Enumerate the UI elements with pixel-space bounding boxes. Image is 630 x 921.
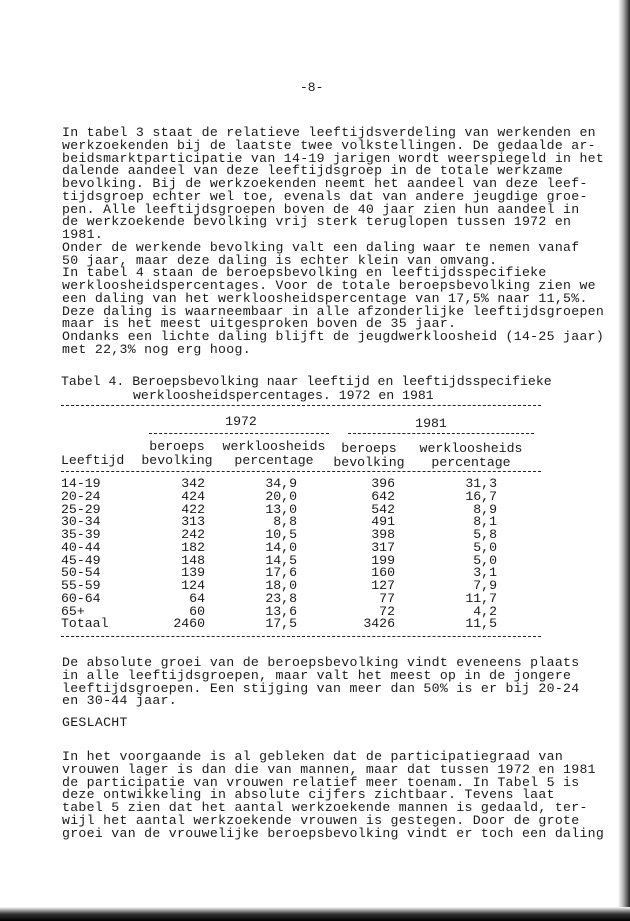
cell-b72: 424 (181, 488, 205, 504)
text-line: 50 jaar, maar deze daling is echter klein van omvang. (62, 252, 498, 268)
cell-age: Totaal (61, 616, 109, 632)
cell-age: 14-19 (61, 476, 101, 491)
cell-b81: 396 (371, 476, 395, 491)
cell-p72: 10,5 (265, 527, 297, 542)
cell-p81: 5,0 (473, 552, 497, 568)
year-1981: 1981 (415, 416, 447, 431)
text-line: In tabel 3 staat de relatieve leeftijdsverdeling van werkenden en (62, 125, 596, 140)
cell-p81: 8,9 (473, 501, 497, 517)
cell-p72: 17,5 (265, 616, 297, 632)
cell-b81: 77 (379, 590, 395, 606)
text-line: wijl het aantal werkzoekende vrouwen is gestegen. Door de grote (62, 812, 580, 828)
paragraph-2 (62, 657, 579, 708)
cell-p72: 8,8 (273, 514, 297, 530)
cell-b81: 199 (371, 552, 395, 568)
header-unemp-1972-b: percentage (234, 453, 314, 468)
cell-p72: 23,8 (265, 590, 297, 606)
cell-p72: 14,0 (265, 539, 297, 555)
divider-1972 (149, 433, 329, 434)
header-labor-1972-a: beroeps (149, 439, 205, 454)
cell-p81: 5,0 (473, 539, 497, 555)
cell-b72: 242 (181, 527, 205, 542)
text-line: werkloosheidspercentages. Voor de totale beroepsbevolking zien we (62, 278, 596, 293)
cell-age: 25-29 (61, 501, 101, 517)
text-line: tijdsgroep echter wel toe, evenals dat van andere jeugdige groe- (62, 188, 588, 204)
cell-b81: 491 (371, 514, 395, 530)
table-title-line-1: Tabel 4. Beroepsbevolking naar leeftijd en leeftijdsspecifieke (61, 374, 552, 389)
cell-b81: 542 (371, 501, 395, 517)
text-line: in alle leeftijdsgroepen, maar valt het meest op in de jongere (62, 667, 572, 683)
header-labor-1972-b: bevolking (141, 453, 213, 468)
cell-b72: 422 (181, 501, 205, 517)
header-unemp-1972-a: werkloosheids (222, 439, 326, 454)
cell-p81: 11,5 (465, 616, 497, 632)
cell-b81: 398 (371, 527, 395, 542)
cell-b72: 182 (181, 539, 205, 555)
scan-edge-bottom (0, 907, 630, 921)
cell-b81: 317 (371, 539, 395, 555)
header-age: Leeftijd (61, 453, 125, 468)
header-unemp-1981-b: percentage (431, 455, 511, 470)
cell-p81: 16,7 (465, 488, 497, 504)
text-line: groei van de vrouwelijke beroepsbevolking vindt er toch een daling (62, 825, 605, 841)
text-line: deze ontwikkeling in absolute cijfers zichtbaar. Tevens laat (62, 787, 555, 803)
cell-b72: 139 (181, 565, 205, 581)
cell-b81: 127 (371, 578, 395, 593)
divider (61, 636, 541, 637)
cell-p81: 4,2 (473, 603, 497, 619)
cell-b72: 124 (181, 578, 205, 593)
cell-p72: 13,6 (265, 603, 297, 619)
header-labor-1981-a: beroeps (341, 441, 397, 456)
cell-p72: 14,5 (265, 552, 297, 568)
text-line: Ondanks een lichte daling blijft de jeugdwerkloosheid (14-25 jaar) (62, 329, 605, 344)
text-line: leeftijdsgroepen. Een stijging van meer dan 50% is er bij 20-24 (62, 680, 580, 696)
cell-age: 30-34 (61, 514, 101, 530)
cell-b81: 160 (371, 565, 395, 581)
divider-1981 (348, 433, 534, 434)
text-line: 1981. (62, 227, 104, 242)
text-line: werkzoekenden bij de laatste twee volkstellingen. De gedaalde ar- (62, 137, 596, 153)
cell-p81: 31,3 (465, 476, 497, 491)
text-line: een daling van het werkloosheidspercentage van 17,5% naar 11,5%. (62, 290, 588, 306)
page-number: -8- (300, 80, 324, 95)
header-unemp-1981-a: werkloosheids (419, 441, 523, 456)
cell-b72: 342 (181, 476, 205, 491)
cell-age: 65+ (61, 603, 85, 619)
cell-p81: 8,1 (473, 514, 497, 530)
divider (61, 405, 541, 406)
cell-b72: 313 (181, 514, 205, 530)
text-line: pen. Alle leeftijdsgroepen boven de 40 jaar zien hun aandeel in (62, 201, 580, 217)
text-line: In het voorgaande is al gebleken dat de participatiegraad van (62, 749, 564, 764)
cell-b72: 2460 (173, 616, 205, 632)
text-line: In tabel 4 staan de beroepsbevolking en leeftijdsspecifieke (62, 265, 547, 281)
cell-p81: 7,9 (473, 578, 497, 593)
text-line: bevolking. Bij de werkzoekenden neemt het aandeel van deze leef- (62, 176, 588, 191)
cell-age: 40-44 (61, 539, 101, 555)
cell-b72: 64 (189, 590, 205, 606)
scan-edge-right (618, 0, 630, 921)
text-line: maar is het meest uitgesproken boven de 35 jaar. (62, 316, 457, 332)
cell-b81: 642 (371, 488, 395, 504)
paragraph-3 (62, 751, 604, 840)
cell-b72: 60 (189, 603, 205, 619)
cell-b81: 72 (379, 603, 395, 619)
table-4 (61, 374, 552, 690)
cell-p72: 13,0 (265, 501, 297, 517)
cell-p72: 17,6 (265, 565, 297, 581)
cell-age: 45-49 (61, 552, 101, 568)
text-line: De absolute groei van de beroepsbevolking vindt eveneens plaats (62, 655, 580, 670)
cell-age: 60-64 (61, 590, 101, 606)
text-line: de werkzoekende bevolking vrij sterk teruglopen tussen 1972 en (62, 214, 572, 230)
cell-p81: 5,8 (473, 527, 497, 542)
cell-b72: 148 (181, 552, 205, 568)
cell-p72: 18,0 (265, 578, 297, 593)
cell-age: 50-54 (61, 565, 101, 581)
section-heading-geslacht: GESLACHT (62, 715, 128, 730)
text-line: met 22,3% nog erg hoog. (62, 341, 251, 357)
text-line: Deze daling is waarneembaar in alle afzonderlijke leeftijdsgroepen (62, 303, 605, 319)
text-line: beidsmarktparticipatie van 14-19 jarigen wordt weerspiegeld in het (62, 150, 605, 166)
text-line: tabel 5 zien dat het aantal werkzoekende mannen is gedaald, ter- (62, 800, 588, 815)
cell-p81: 11,7 (465, 590, 497, 606)
cell-b81: 3426 (363, 616, 395, 632)
cell-age: 20-24 (61, 488, 101, 504)
cell-p72: 34,9 (265, 476, 297, 491)
cell-p81: 3,1 (473, 565, 497, 581)
text-line: vrouwen lager is dan die van mannen, maar dat tussen 1972 en 1981 (62, 761, 596, 777)
text-line: en 30-44 jaar. (62, 693, 177, 709)
text-line: de participatie van vrouwen relatief meer toenam. In Tabel 5 is (62, 774, 580, 790)
cell-p72: 20,0 (265, 488, 297, 504)
cell-age: 35-39 (61, 527, 101, 542)
text-line: dalende aandeel van deze leeftijdsgroep in de totale werkzame (62, 163, 564, 179)
cell-age: 55-59 (61, 578, 101, 593)
table-title-line-2: werkloosheidspercentages. 1972 en 1981 (133, 388, 434, 403)
paragraph-1 (62, 127, 604, 357)
divider (61, 471, 541, 472)
header-labor-1981-b: bevolking (333, 455, 405, 470)
text-line: Onder de werkende bevolking valt een daling waar te nemen vanaf (62, 239, 580, 255)
year-1972: 1972 (225, 414, 257, 429)
